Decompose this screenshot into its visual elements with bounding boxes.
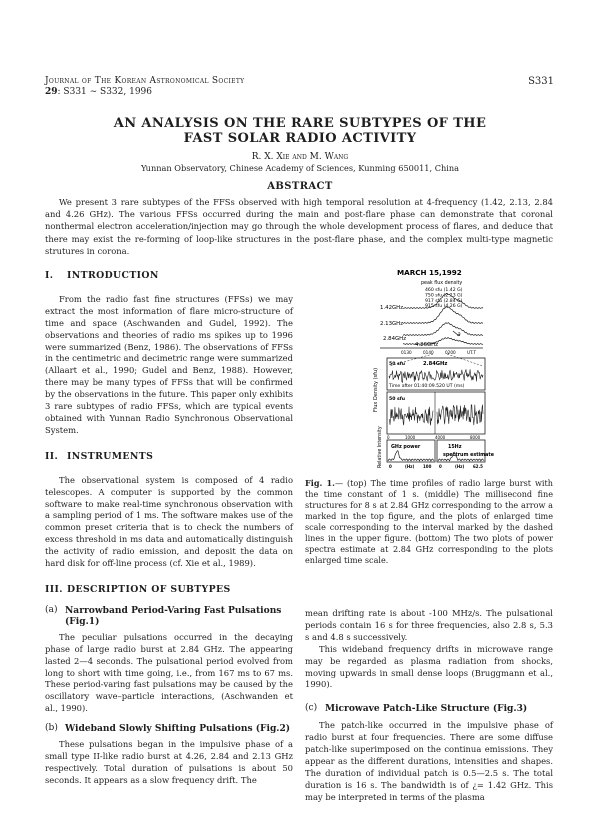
mid-lower-trace-left [389, 407, 433, 426]
figure-caption: Fig. 1.— (top) The time profiles of radio large burst with the time constant of 1 s. (middle) The millisecond fine structures for 8 s at 2.84 GHz corresponding to the arrow a marked in the top figure, and the plots of enlarged time scale corresponding to the interval marked by the dashed lines in the upper figure. (bottom) The two plots of power spectra estimate at 2.84 GHz corresponding to the plots enlarged time scale. [305, 478, 553, 565]
bottom-tick: 62.5 [473, 464, 483, 469]
spectrum-right-frame [437, 440, 485, 462]
subsection-b-heading: (b) Wideband Slowly Shifting Pulsations (Fig.2) [45, 723, 291, 735]
ylabel-mid: Flux Density (sfu) [373, 367, 379, 412]
spectrum-left-label: GHz power [391, 445, 421, 450]
dashed-line-right [447, 354, 483, 366]
section-intro-heading: I. INTRODUCTION [45, 270, 159, 281]
page-range: : S331 ∼ S332, 1996 [57, 87, 153, 97]
mid-freq: 2.84GHz [423, 361, 448, 367]
time-profile-curve [403, 323, 483, 336]
subsection-c-text: The patch-like occurred in the impulsive phase of radio burst at four frequencies. There are some diffuse patch-like superimposed on the continua emissions. They appear as the different durations, intensities and shapes. The duration of individual patch is 0.5—2.5 s. The total duration is 16 s. The bandwidth is of ¿= 1.42 GHz. This may be interpreted in terms of the plasma [305, 720, 553, 802]
right-column [305, 608, 553, 804]
mid-tick: 0 [387, 435, 390, 440]
instruments-text: The observational system is composed of 4 radio telescopes. A computer is supported by the common software to make real-time synchronous observation with a sampling period of 1 ms. The software makes use of the common preset criteria that is to check the numbers of excess threshold in ms data and automatically distinguish the activity of radio emission, and deposit the data on hard disk for off-line process (cf. Xie et al., 1989). [45, 474, 293, 569]
mid-upper-trace [389, 369, 483, 382]
mid-scale: 50 sfu [389, 362, 405, 367]
subsection-a-heading: (a) Narrowband Period-Varing Fast Pulsations (Fig.1) [45, 604, 282, 627]
running-header [45, 76, 244, 98]
authors: R. X. Xie and M. Wang [251, 152, 349, 162]
mid-ticks [387, 435, 481, 440]
bottom-tick: 100 [423, 464, 432, 469]
section-instruments-heading: II. INSTRUMENTS [45, 450, 154, 462]
mid-scale-2: 50 sfu [389, 397, 405, 402]
legend-entry: 750 sfu (2.13 G) [425, 293, 463, 299]
time-tick: UT.T [467, 350, 477, 355]
spectrum-right-label: 15Hz [448, 445, 462, 450]
bottom-ticks [389, 464, 483, 469]
bottom-tick: 0 [439, 464, 442, 469]
subsection-b-text-2: This wideband frequency drifts in microwave range may be regarded as plasma radiation from shocks, moving upwards in small dense loops (Bruggmann et al., 1990). [305, 643, 553, 690]
frequency-labels [380, 305, 438, 348]
time-profile-curve [403, 307, 483, 324]
spectrum-left-trace [388, 451, 434, 461]
abstract-heading: ABSTRACT [267, 181, 333, 192]
legend-entry: 915 sfu (4.26 G) [425, 304, 463, 310]
mid-lower-trace-right [437, 405, 483, 425]
journal-name: Journal of The Korean Astronomical Society [45, 76, 245, 86]
left-column [45, 270, 293, 787]
frequency-label: 2.84GHz [383, 336, 407, 342]
spectrum-right-label-2: spectrum estimate [443, 453, 494, 458]
legend-entry: 460 sfu (1.42 G) [425, 288, 463, 293]
page-number: S331 [528, 76, 554, 87]
bottom-tick: (Hz) [455, 464, 465, 469]
figure-date: MARCH 15,1992 [397, 268, 462, 277]
frequency-label: 1.42GHz [380, 305, 404, 311]
section-subtypes-heading: III. DESCRIPTION OF SUBTYPES [45, 583, 231, 595]
legend-entry: 917 sfu (2.84 G) [425, 298, 463, 304]
volume: 29 [45, 87, 58, 97]
frequency-label: 2.13GHz [380, 321, 404, 327]
intro-text: From the radio fast fine structures (FFSs) we may extract the most information of flare micro-structure of time and space (Aschwanden and Gudel, 1992). The observations and theories of radio ms spikes up to 1996 were summarized (Benz, 1986). The observations of FFSs in the centimetric and decimetric range were summarized (Allaart et al., 1990; Gudel and Benz, 1988). However, there may be many types of FFSs that will be confirmed by the observations in the future. This paper only exhibits 3 rare subtypes of radio FFSs, which are typical events obtained with Yunnan Radio Synchronous Observational System. [45, 293, 293, 435]
figure-legend-title: peak flux density [421, 281, 463, 286]
subsection-b-text: These pulsations began in the impulsive phase of a small type II-like radio burst at 4.26, 2.84 and 2.13 GHz respectively. Total duration of pulsations is about 50 seconds. It appears as a slow frequency drift. The [45, 739, 293, 785]
bottom-tick: (Hz) [405, 464, 415, 469]
frequency-label: 4.26GHz [415, 342, 439, 348]
time-ticks [401, 350, 476, 355]
marker-a: a [457, 331, 461, 338]
subsection-b-continued: mean drifting rate is about -100 MHz/s. The pulsational periods contain 16 s for three frequencies, also 2.8 s, 5.3 s and 4.8 s successively. [305, 608, 553, 642]
paper-title: AN ANALYSIS ON THE RARE SUBTYPES OF THE FAST SOLAR RADIO ACTIVITY [113, 116, 487, 146]
mid-tick: 4000 [435, 435, 446, 440]
abstract-text: We present 3 rare subtypes of the FFSs observed with high temporal resolution at 4-frequency (1.42, 2.13, 2.84 and 4.26 GHz). The various FFSs occurred during the main and post-flare phase can demonstrate that coronal nonthermal electron acceleration/injection may go through the whole development process of flares, and deduce that there may exist the re-forming of loop-like structures in the post-flare phase, and the complex multi-type magnetic strutures in corona. [45, 197, 553, 256]
time-tick: 0130 [401, 350, 412, 355]
subsection-a-text: The peculiar pulsations occurred in the decaying phase of large radio burst at 2.84 GHz. The appearing lasted 2—4 seconds. The pulsational period evolved from long to short with time going, i.e., from 167 ms to 67 ms. These period-varing fast pulsations may be caused by the oscillatory wave–particle interactions, (Aschwanden et al., 1990). [45, 631, 293, 714]
mid-time-label: Time after 01:40:09.520 UT (ms) [389, 384, 465, 389]
mid-tick: 8000 [470, 435, 481, 440]
figure-1 [305, 262, 555, 472]
mid-tick: 1000 [405, 435, 416, 440]
figure-legend [425, 287, 463, 309]
time-tick: 0200 [445, 350, 456, 355]
bottom-tick: 0 [389, 464, 392, 469]
time-tick: 0140 [423, 350, 434, 355]
subsection-c-heading: (c) Microwave Patch-Like Structure (Fig.3) [305, 703, 528, 715]
affiliation: Yunnan Observatory, Chinese Academy of Sciences, Kunming 650011, China [140, 163, 460, 173]
ylabel-bottom: Relative Intensity [378, 426, 383, 468]
